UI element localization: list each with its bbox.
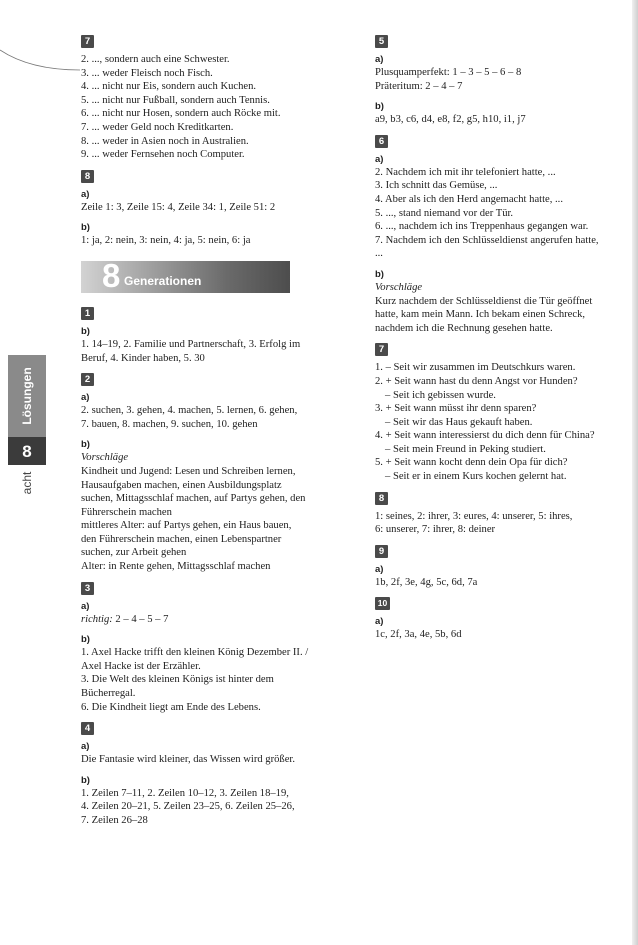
answer-line: 2. ..., sondern auch eine Schwester. (81, 54, 230, 65)
section-7 (81, 30, 343, 162)
exercise-number: 6 (375, 135, 388, 148)
answer-line: 2. + Seit wann hast du denn Angst vor Hunden? (375, 375, 578, 387)
chapter-title: Generationen (124, 273, 202, 288)
part-label: b) (81, 439, 90, 451)
answer-line: 3. ... weder Fleisch noch Fisch. (81, 67, 213, 79)
answer-line: Zeile 1: 3, Zeile 15: 4, Zeile 34: 1, Zeile 51: 2 (81, 201, 276, 213)
answer-line (81, 613, 343, 627)
part-label: a) (375, 153, 384, 165)
chapter-number: 8 (102, 256, 121, 294)
page-edge-shadow (632, 0, 638, 945)
part-label: a) (81, 392, 90, 404)
answer-line: 1. Zeilen 7–11, 2. Zeilen 10–12, 3. Zeilen 18–19, (81, 787, 289, 799)
exercise-7 (375, 335, 627, 483)
section-8 (81, 162, 343, 248)
answer-line: ... (375, 248, 383, 260)
answer-line: 6. ..., nachdem ich ins Treppenhaus gegangen war. (375, 221, 589, 233)
page-curl-line (0, 40, 80, 80)
right-column (375, 30, 627, 642)
answer-line: 5. ... nicht nur Fußball, sondern auch Tennis. (81, 94, 270, 106)
answer-line: 6. ... nicht nur Hosen, sondern auch Röcke mit. (81, 108, 281, 120)
exercise-number: 2 (81, 373, 94, 386)
side-tab-solutions: Lösungen (8, 355, 46, 437)
exercise-number: 7 (81, 35, 94, 48)
answer-line: suchen, zur Arbeit gehen (81, 547, 187, 559)
answer-line: Präteritum: 2 – 4 – 7 (375, 80, 463, 92)
answer-line: 1. 14–19, 2. Familie und Partnerschaft, 3. Erfolg im (81, 338, 301, 350)
exercise-5 (375, 30, 627, 127)
exercise-number: 10 (375, 597, 390, 610)
answer-line: Führerschein machen (81, 506, 172, 518)
answer-line: 4. ... nicht nur Eis, sondern auch Kuchen. (81, 81, 257, 93)
answer-line: 1c, 2f, 3a, 4e, 5b, 6d (375, 629, 462, 641)
answer-line: 9. ... weder Fernsehen noch Computer. (81, 149, 245, 161)
exercise-1 (81, 299, 343, 365)
part-label: b) (81, 325, 90, 337)
answer-line: Beruf, 4. Kinder haben, 5. 30 (81, 352, 205, 364)
answer-line: 1. – Seit wir zusammen im Deutschkurs waren. (375, 362, 576, 374)
exercise-number: 4 (81, 722, 94, 735)
part-label: a) (81, 600, 90, 612)
exercise-2 (81, 365, 343, 574)
part-label: a) (81, 188, 90, 200)
suggestions-heading: Vorschläge (81, 452, 129, 464)
part-label: b) (375, 101, 384, 113)
exercise-number: 8 (81, 170, 94, 183)
answer-line: 7. Nachdem ich den Schlüsseldienst angerufen hatte, (375, 234, 599, 246)
part-label: a) (81, 741, 90, 753)
part-label: b) (81, 774, 90, 786)
answer-line: 4. Zeilen 20–21, 5. Zeilen 23–25, 6. Zeilen 25–26, (81, 801, 295, 813)
answer-line: Kindheit und Jugend: Lesen und Schreiben lernen, (81, 465, 296, 477)
side-tab-chapter-word: acht (8, 465, 46, 501)
suggestions-heading: Vorschläge (375, 281, 423, 293)
left-column (81, 30, 343, 828)
answer-line: Bücherregal. (81, 688, 136, 700)
answer-line: 7. Zeilen 26–28 (81, 815, 148, 826)
exercise-number: 9 (375, 545, 388, 558)
answer-line: 5. ..., stand niemand vor der Tür. (375, 207, 514, 219)
answer-line: Axel Hacke ist der Erzähler. (81, 660, 201, 672)
part-label: a) (375, 54, 384, 65)
chapter-banner (81, 256, 290, 294)
answer-line: – Seit ich gebissen wurde. (385, 389, 496, 401)
answer-line: 2. Nachdem ich mit ihr telefoniert hatte, ... (375, 166, 556, 178)
exercise-number: 5 (375, 35, 388, 48)
exercise-number: 8 (375, 492, 388, 505)
answer-line: – Seit er in einem Kurs kochen gelernt hat. (385, 471, 567, 483)
answer-line: 2. suchen, 3. gehen, 4. machen, 5. lernen, 6. gehen, (81, 405, 298, 417)
exercise-4 (81, 714, 343, 827)
answer-line: 6. Die Kindheit liegt am Ende des Lebens. (81, 701, 261, 713)
answer-line: suchen, Mittagsschlaf machen, auf Partys gehen, den (81, 493, 306, 505)
side-tab-number: 8 (8, 437, 46, 465)
answer-line: Die Fantasie wird kleiner, das Wissen wird größer. (81, 754, 296, 766)
answer-line: 6: unserer, 7: ihrer, 8: deiner (375, 524, 496, 536)
part-label: a) (375, 616, 384, 628)
answer-line: hatte, kam mein Mann. Ich bekam einen Schreck, (375, 309, 586, 321)
answer-line: 3. Die Welt des kleinen Königs ist hinter dem (81, 674, 274, 686)
exercise-number: 3 (81, 582, 94, 595)
answer-line: 3. + Seit wann müsst ihr denn sparen? (375, 403, 537, 415)
answer-line: 1: ja, 2: nein, 3: nein, 4: ja, 5: nein, 6: ja (81, 235, 251, 247)
exercise-number: 1 (81, 307, 94, 320)
answer-line: 4. Aber als ich den Herd angemacht hatte, ... (375, 193, 563, 205)
answer-line: Alter: in Rente gehen, Mittagsschlaf machen (81, 561, 271, 573)
exercise-6 (375, 127, 627, 336)
answer-line: a9, b3, c6, d4, e8, f2, g5, h10, i1, j7 (375, 114, 526, 126)
answer-line: 1: seines, 2: ihrer, 3: eures, 4: unserer, 5: ihres, (375, 510, 573, 522)
part-label: b) (81, 222, 90, 234)
answer-line: nachdem ich die Rechnung gesehen hatte. (375, 322, 553, 334)
answer-line: Hausaufgaben machen, einen Ausbildungsplatz (81, 479, 282, 491)
answer-line: – Seit mein Freund in Peking studiert. (385, 443, 546, 455)
exercise-8 (375, 484, 627, 537)
answer-line: Plusquamperfekt: 1 – 3 – 5 – 6 – 8 (375, 67, 522, 78)
side-chapter-tab (0, 355, 48, 501)
answer-line: – Seit wir das Haus gekauft haben. (385, 416, 533, 428)
richtig-values: 2 – 4 – 5 – 7 (112, 613, 169, 625)
exercise-9 (375, 537, 627, 590)
answer-line: 5. + Seit wann kocht denn dein Opa für dich? (375, 457, 568, 469)
answer-line: mittleres Alter: auf Partys gehen, ein Haus bauen, (81, 520, 292, 532)
richtig-label: richtig: (81, 613, 113, 625)
answer-line: 3. Ich schnitt das Gemüse, ... (375, 180, 498, 192)
answer-line: 1b, 2f, 3e, 4g, 5c, 6d, 7a (375, 576, 478, 588)
answer-line: 7. ... weder Geld noch Kreditkarten. (81, 121, 234, 133)
answer-line: 1. Axel Hacke trifft den kleinen König Dezember II. / (81, 647, 309, 659)
exercise-number: 7 (375, 343, 388, 356)
answer-line: den Führerschein machen, einen Lebenspartner (81, 533, 282, 545)
answer-line: Kurz nachdem der Schlüsseldienst die Tür geöffnet (375, 295, 593, 307)
answer-line: 8. ... weder in Asien noch in Australien. (81, 135, 249, 147)
part-label: b) (81, 634, 90, 646)
part-label: b) (375, 268, 384, 280)
answer-line: 4. + Seit wann interessierst du dich denn für China? (375, 430, 595, 442)
part-label: a) (375, 563, 384, 575)
exercise-10 (375, 589, 627, 642)
answer-line: 7. bauen, 8. machen, 9. suchen, 10. gehen (81, 418, 258, 430)
exercise-3 (81, 574, 343, 715)
